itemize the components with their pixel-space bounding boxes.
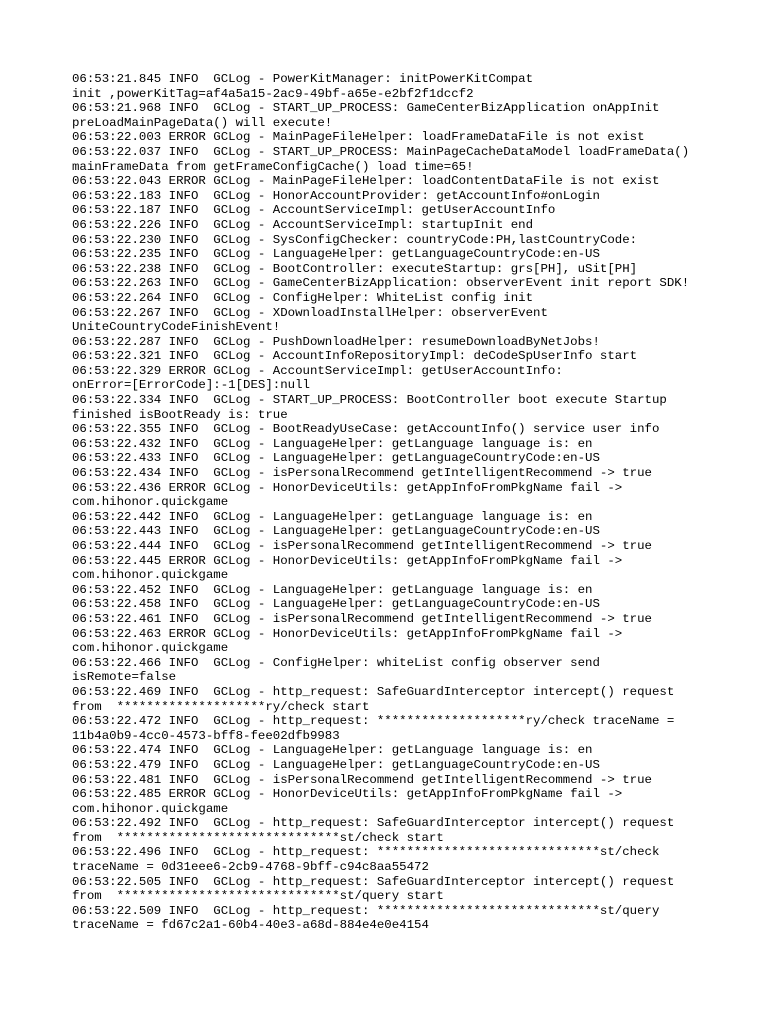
log-line: UniteCountryCodeFinishEvent!	[72, 320, 281, 335]
log-line: 06:53:22.479 INFO GCLog - LanguageHelper: getLanguageCountryCode:en-US	[72, 757, 600, 772]
log-line: 06:53:22.496 INFO GCLog - http_request: ******************************st/check	[72, 845, 660, 860]
log-line: 06:53:22.436 ERROR GCLog - HonorDeviceUtils: getAppInfoFromPkgName fail ->	[72, 480, 623, 495]
log-line: 06:53:22.474 INFO GCLog - LanguageHelper: getLanguage language is: en	[72, 743, 593, 758]
log-line: 06:53:22.444 INFO GCLog - isPersonalRecommend getIntelligentRecommend -> true	[72, 539, 652, 553]
log-line: 06:53:22.355 INFO GCLog - BootReadyUseCase: getAccountInfo() service user info	[72, 422, 660, 437]
log-line: traceName = fd67c2a1-60b4-40e3-a68d-884e4e0e4154	[72, 918, 429, 933]
log-line: from ******************************st/check start	[72, 830, 444, 845]
log-line: 06:53:22.238 INFO GCLog - BootController: executeStartup: grs[PH], uSit[PH]	[72, 261, 638, 276]
log-document	[72, 72, 712, 933]
log-line: 06:53:22.432 INFO GCLog - LanguageHelper: getLanguage language is: en	[72, 436, 593, 451]
log-line: 06:53:22.472 INFO GCLog - http_request: ********************ry/check traceName =	[72, 714, 675, 729]
log-line: 06:53:22.442 INFO GCLog - LanguageHelper: getLanguage language is: en	[72, 509, 593, 524]
log-line: 06:53:22.226 INFO GCLog - AccountServiceImpl: startupInit end	[72, 217, 534, 232]
log-line: 06:53:22.334 INFO GCLog - START_UP_PROCESS: BootController boot execute Startup	[72, 393, 667, 408]
log-line: 06:53:22.452 INFO GCLog - LanguageHelper: getLanguage language is: en	[72, 582, 593, 597]
log-line: 11b4a0b9-4cc0-4573-bff8-fee02dfb9983	[72, 728, 340, 743]
log-line: from ******************************st/query start	[72, 889, 444, 904]
log-line: 06:53:22.505 INFO GCLog - http_request: SafeGuardInterceptor intercept() request	[72, 874, 675, 889]
log-line: com.hihonor.quickgame	[72, 641, 229, 656]
log-line: 06:53:22.469 INFO GCLog - http_request: SafeGuardInterceptor intercept() request	[72, 684, 675, 699]
log-line: 06:53:22.264 INFO GCLog - ConfigHelper: WhiteList config init	[72, 290, 534, 305]
log-line: onError=[ErrorCode]:-1[DES]:null	[72, 378, 310, 393]
log-line: from ********************ry/check start	[72, 699, 370, 714]
log-line: com.hihonor.quickgame	[72, 495, 229, 510]
log-line: 06:53:22.037 INFO GCLog - START_UP_PROCESS: MainPageCacheDataModel loadFrameData()	[72, 144, 690, 159]
log-line: 06:53:22.434 INFO GCLog - isPersonalRecommend getIntelligentRecommend -> true	[72, 466, 652, 481]
log-line: 06:53:22.481 INFO GCLog - isPersonalRecommend getIntelligentRecommend -> true	[72, 772, 652, 787]
log-line: 06:53:22.230 INFO GCLog - SysConfigChecker: countryCode:PH,lastCountryCode:	[72, 232, 638, 247]
log-line: traceName = 0d31eee6-2cb9-4768-9bff-c94c8aa55472	[72, 860, 429, 875]
log-line: 06:53:22.445 ERROR GCLog - HonorDeviceUtils: getAppInfoFromPkgName fail ->	[72, 553, 623, 568]
log-line: isRemote=false	[72, 670, 177, 685]
log-line: 06:53:22.443 INFO GCLog - LanguageHelper: getLanguageCountryCode:en-US	[72, 524, 600, 539]
log-line: 06:53:22.003 ERROR GCLog - MainPageFileHelper: loadFrameDataFile is not exist	[72, 130, 645, 145]
log-line: 06:53:22.458 INFO GCLog - LanguageHelper: getLanguageCountryCode:en-US	[72, 597, 600, 612]
log-line: 06:53:22.267 INFO GCLog - XDownloadInstallHelper: observerEvent	[72, 305, 548, 320]
log-line: 06:53:22.329 ERROR GCLog - AccountServiceImpl: getUserAccountInfo:	[72, 363, 563, 378]
log-line: finished isBootReady is: true	[72, 407, 288, 422]
log-line: 06:53:22.461 INFO GCLog - isPersonalRecommend getIntelligentRecommend -> true	[72, 611, 652, 626]
log-line: 06:53:21.845 INFO GCLog - PowerKitManager: initPowerKitCompat	[72, 72, 534, 86]
log-line: 06:53:22.043 ERROR GCLog - MainPageFileHelper: loadContentDataFile is not exist	[72, 174, 660, 189]
log-line: 06:53:22.321 INFO GCLog - AccountInfoRepositoryImpl: deCodeSpUserInfo start	[72, 349, 638, 364]
log-line: 06:53:22.509 INFO GCLog - http_request: ******************************st/query	[72, 903, 660, 918]
log-line: 06:53:22.463 ERROR GCLog - HonorDeviceUtils: getAppInfoFromPkgName fail ->	[72, 626, 623, 641]
log-line: 06:53:22.492 INFO GCLog - http_request: SafeGuardInterceptor intercept() request	[72, 816, 675, 831]
log-line: 06:53:22.466 INFO GCLog - ConfigHelper: whiteList config observer send	[72, 655, 600, 670]
log-line: mainFrameData from getFrameConfigCache() load time=65!	[72, 159, 474, 174]
log-line: 06:53:22.485 ERROR GCLog - HonorDeviceUtils: getAppInfoFromPkgName fail ->	[72, 787, 623, 802]
log-line: 06:53:21.968 INFO GCLog - START_UP_PROCESS: GameCenterBizApplication onAppInit	[72, 101, 660, 116]
log-line: com.hihonor.quickgame	[72, 801, 229, 816]
log-line: 06:53:22.433 INFO GCLog - LanguageHelper: getLanguageCountryCode:en-US	[72, 451, 600, 466]
log-line: init ,powerKitTag=af4a5a15-2ac9-49bf-a65e-e2bf2f1dccf2	[72, 86, 474, 101]
log-line: com.hihonor.quickgame	[72, 568, 229, 583]
log-line: preLoadMainPageData() will execute!	[72, 115, 333, 130]
log-line: 06:53:22.235 INFO GCLog - LanguageHelper: getLanguageCountryCode:en-US	[72, 247, 600, 262]
log-line: 06:53:22.287 INFO GCLog - PushDownloadHelper: resumeDownloadByNetJobs!	[72, 334, 600, 349]
log-line: 06:53:22.187 INFO GCLog - AccountServiceImpl: getUserAccountInfo	[72, 203, 556, 218]
log-line: 06:53:22.183 INFO GCLog - HonorAccountProvider: getAccountInfo#onLogin	[72, 188, 600, 203]
log-line: 06:53:22.263 INFO GCLog - GameCenterBizApplication: observerEvent init report SDK!	[72, 276, 690, 291]
